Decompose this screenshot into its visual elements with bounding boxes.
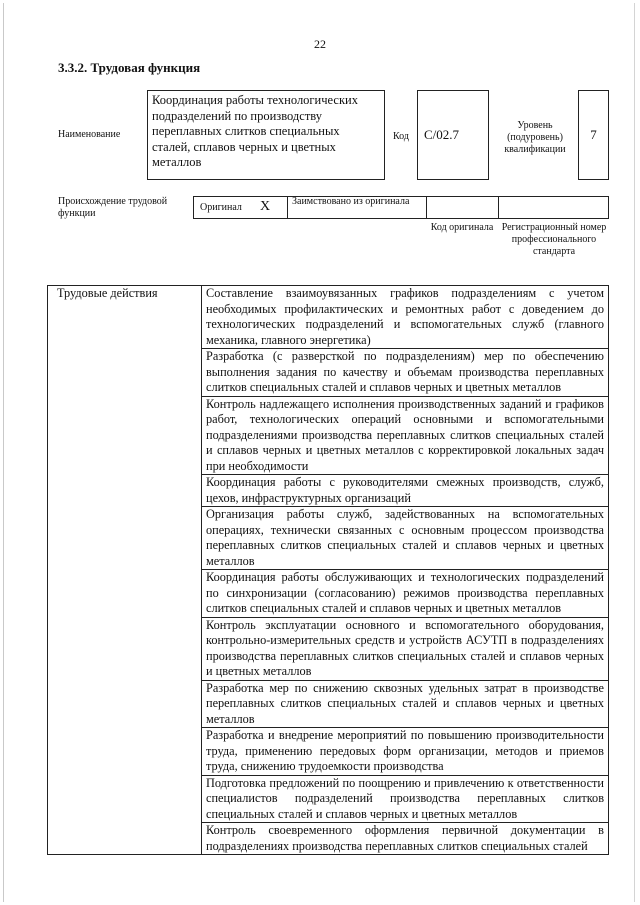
table-row [48,286,609,349]
page-number: 22 [314,37,326,51]
borrowed-cell [288,197,427,218]
labor-action-cell: Координация работы с руководителями смежных производств, служб, цехов, инфраструктурных организаций [202,475,609,507]
function-name-box: Координация работы технологических подразделений по производству переплавных слитков специальных сталей, сплавов черных и цветных металлов [147,90,385,180]
code-label: Код [393,131,409,142]
level-label: Уровень (подуровень) квалификации [504,120,566,155]
function-code-box: С/02.7 [417,90,489,180]
qualification-level-box: 7 [578,90,609,180]
labor-action-cell: Контроль эксплуатации основного и вспомогательного оборудования, контрольно-измерительных средств и устройств АСУТП в подразделениях производства переплавных слитков специальных сталей и сплавов черных и цветных металлов [202,617,609,680]
labor-actions-label: Трудовые действия [48,286,202,855]
section-title: 3.3.2. Трудовая функция [58,60,201,75]
code-original-cell [427,197,499,218]
origin-row [193,196,609,219]
original-cell [194,197,288,218]
original-label: Оригинал [200,202,242,213]
labor-action-cell: Подготовка предложений по поощрению и привлечению к ответственности специалистов подразделений производства переплавных слитков специальных сталей и сплавов черных и цветных металлов [202,775,609,823]
labor-action-cell: Организация работы служб, задействованных на вспомогательных операциях, технически связанных с основным процессом производства переплавных слитков специальных сталей и сплавов черных и цветных металлов [202,507,609,570]
reg-number-cell [499,197,608,218]
labor-action-cell: Контроль надлежащего исполнения производственных заданий и графиков работ, технологических операций основными и вспомогательными подразделениями производства переплавных слитков специальных сталей и сплавов черных и цветных металлов с корректировкой локальных задач при необходимости [202,396,609,475]
original-mark: X [260,199,271,214]
labor-action-cell: Составление взаимоувязанных графиков подразделениям с учетом необходимых профилактических и ремонтных работ с доведением до технологических подразделений и вспомогательных служб (главного механика, главного энергетика) [202,286,609,349]
name-label: Наименование [58,129,121,140]
borrowed-label: Заимствовано из оригинала [292,196,410,207]
origin-label: Происхождение трудовой функции [58,196,168,219]
code-original-caption: Код оригинала [430,222,494,233]
labor-action-cell: Разработка и внедрение мероприятий по повышению производительности труда, применению передовых форм организации, методов и приемов труда, снижению трудоемкости производства [202,728,609,776]
labor-actions-table [47,285,609,855]
labor-action-cell: Контроль своевременного оформления первичной документации в подразделениях производства переплавных слитков специальных сталей [202,823,609,855]
labor-action-cell: Координация работы обслуживающих и технологических подразделений по синхронизации (согласованию) режимов производства переплавных слитков специальных сталей и сплавов черных и цветных металлов [202,570,609,618]
labor-action-cell: Разработка мер по снижению сквозных удельных затрат в производстве переплавных слитков специальных сталей и сплавов черных и цветных металлов [202,680,609,728]
labor-action-cell: Разработка (с разверсткой по подразделениям) мер по обеспечению выполнения задания по качеству и объемам производства переплавных слитков специальных сталей и сплавов черных и цветных металлов [202,349,609,397]
reg-number-caption: Регистрационный номер профессионального стандарта [501,222,607,257]
